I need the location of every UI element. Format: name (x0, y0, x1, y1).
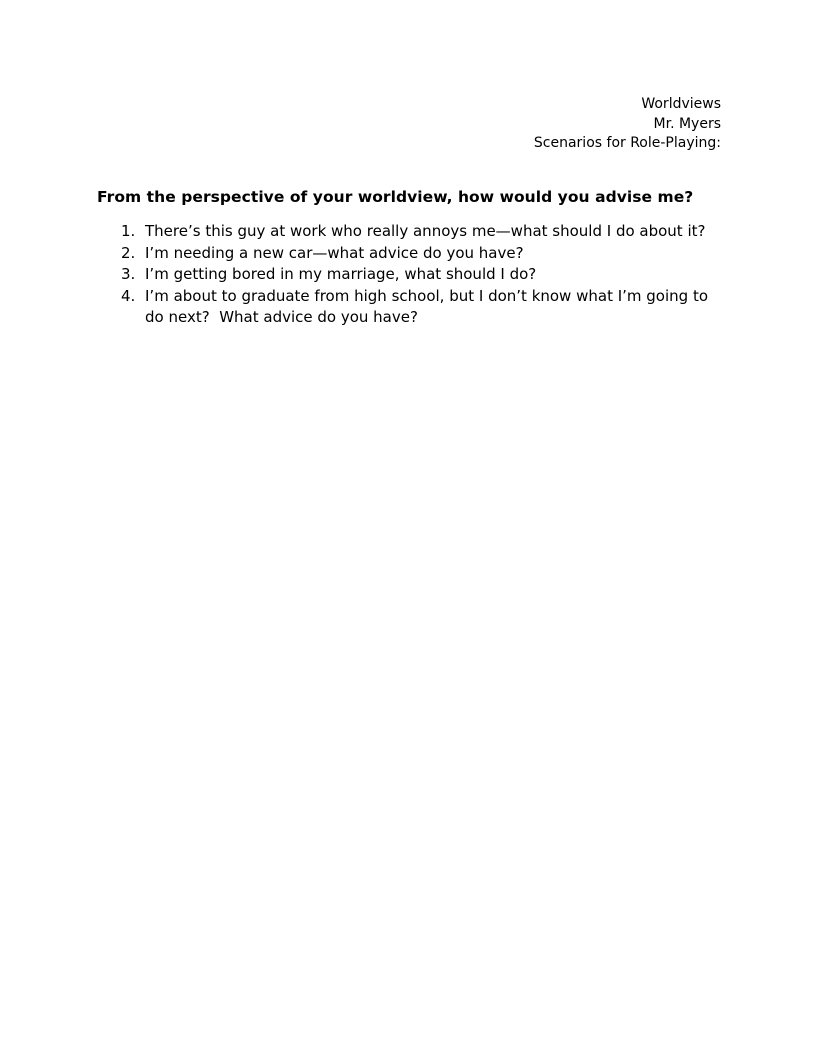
scenario-list (117, 221, 727, 329)
list-item (117, 286, 727, 329)
list-item-text: I’m getting bored in my marriage, what should I do? (145, 265, 537, 283)
list-item-text: I’m needing a new car—what advice do you have? (145, 243, 524, 262)
list-item-number: 3. (121, 265, 136, 283)
list-item-number: 4. (121, 286, 136, 305)
list-item-text: There’s this guy at work who really annoys me—what should I do about it? (145, 222, 706, 240)
teacher-name: Mr. Myers (653, 115, 721, 132)
list-item (117, 264, 727, 286)
document-header (534, 95, 721, 154)
list-item (117, 221, 727, 243)
list-item (117, 243, 727, 265)
list-item-number: 2. (121, 243, 136, 262)
prompt-heading: From the perspective of your worldview, how would you advise me? (97, 188, 694, 206)
course-title: Worldviews (641, 96, 721, 112)
list-item-text: I’m about to graduate from high school, but I don’t know what I’m going to do next? What advice do you have? (145, 286, 713, 326)
list-item-number: 1. (121, 222, 136, 240)
assignment-title: Scenarios for Role-Playing: (533, 135, 721, 151)
